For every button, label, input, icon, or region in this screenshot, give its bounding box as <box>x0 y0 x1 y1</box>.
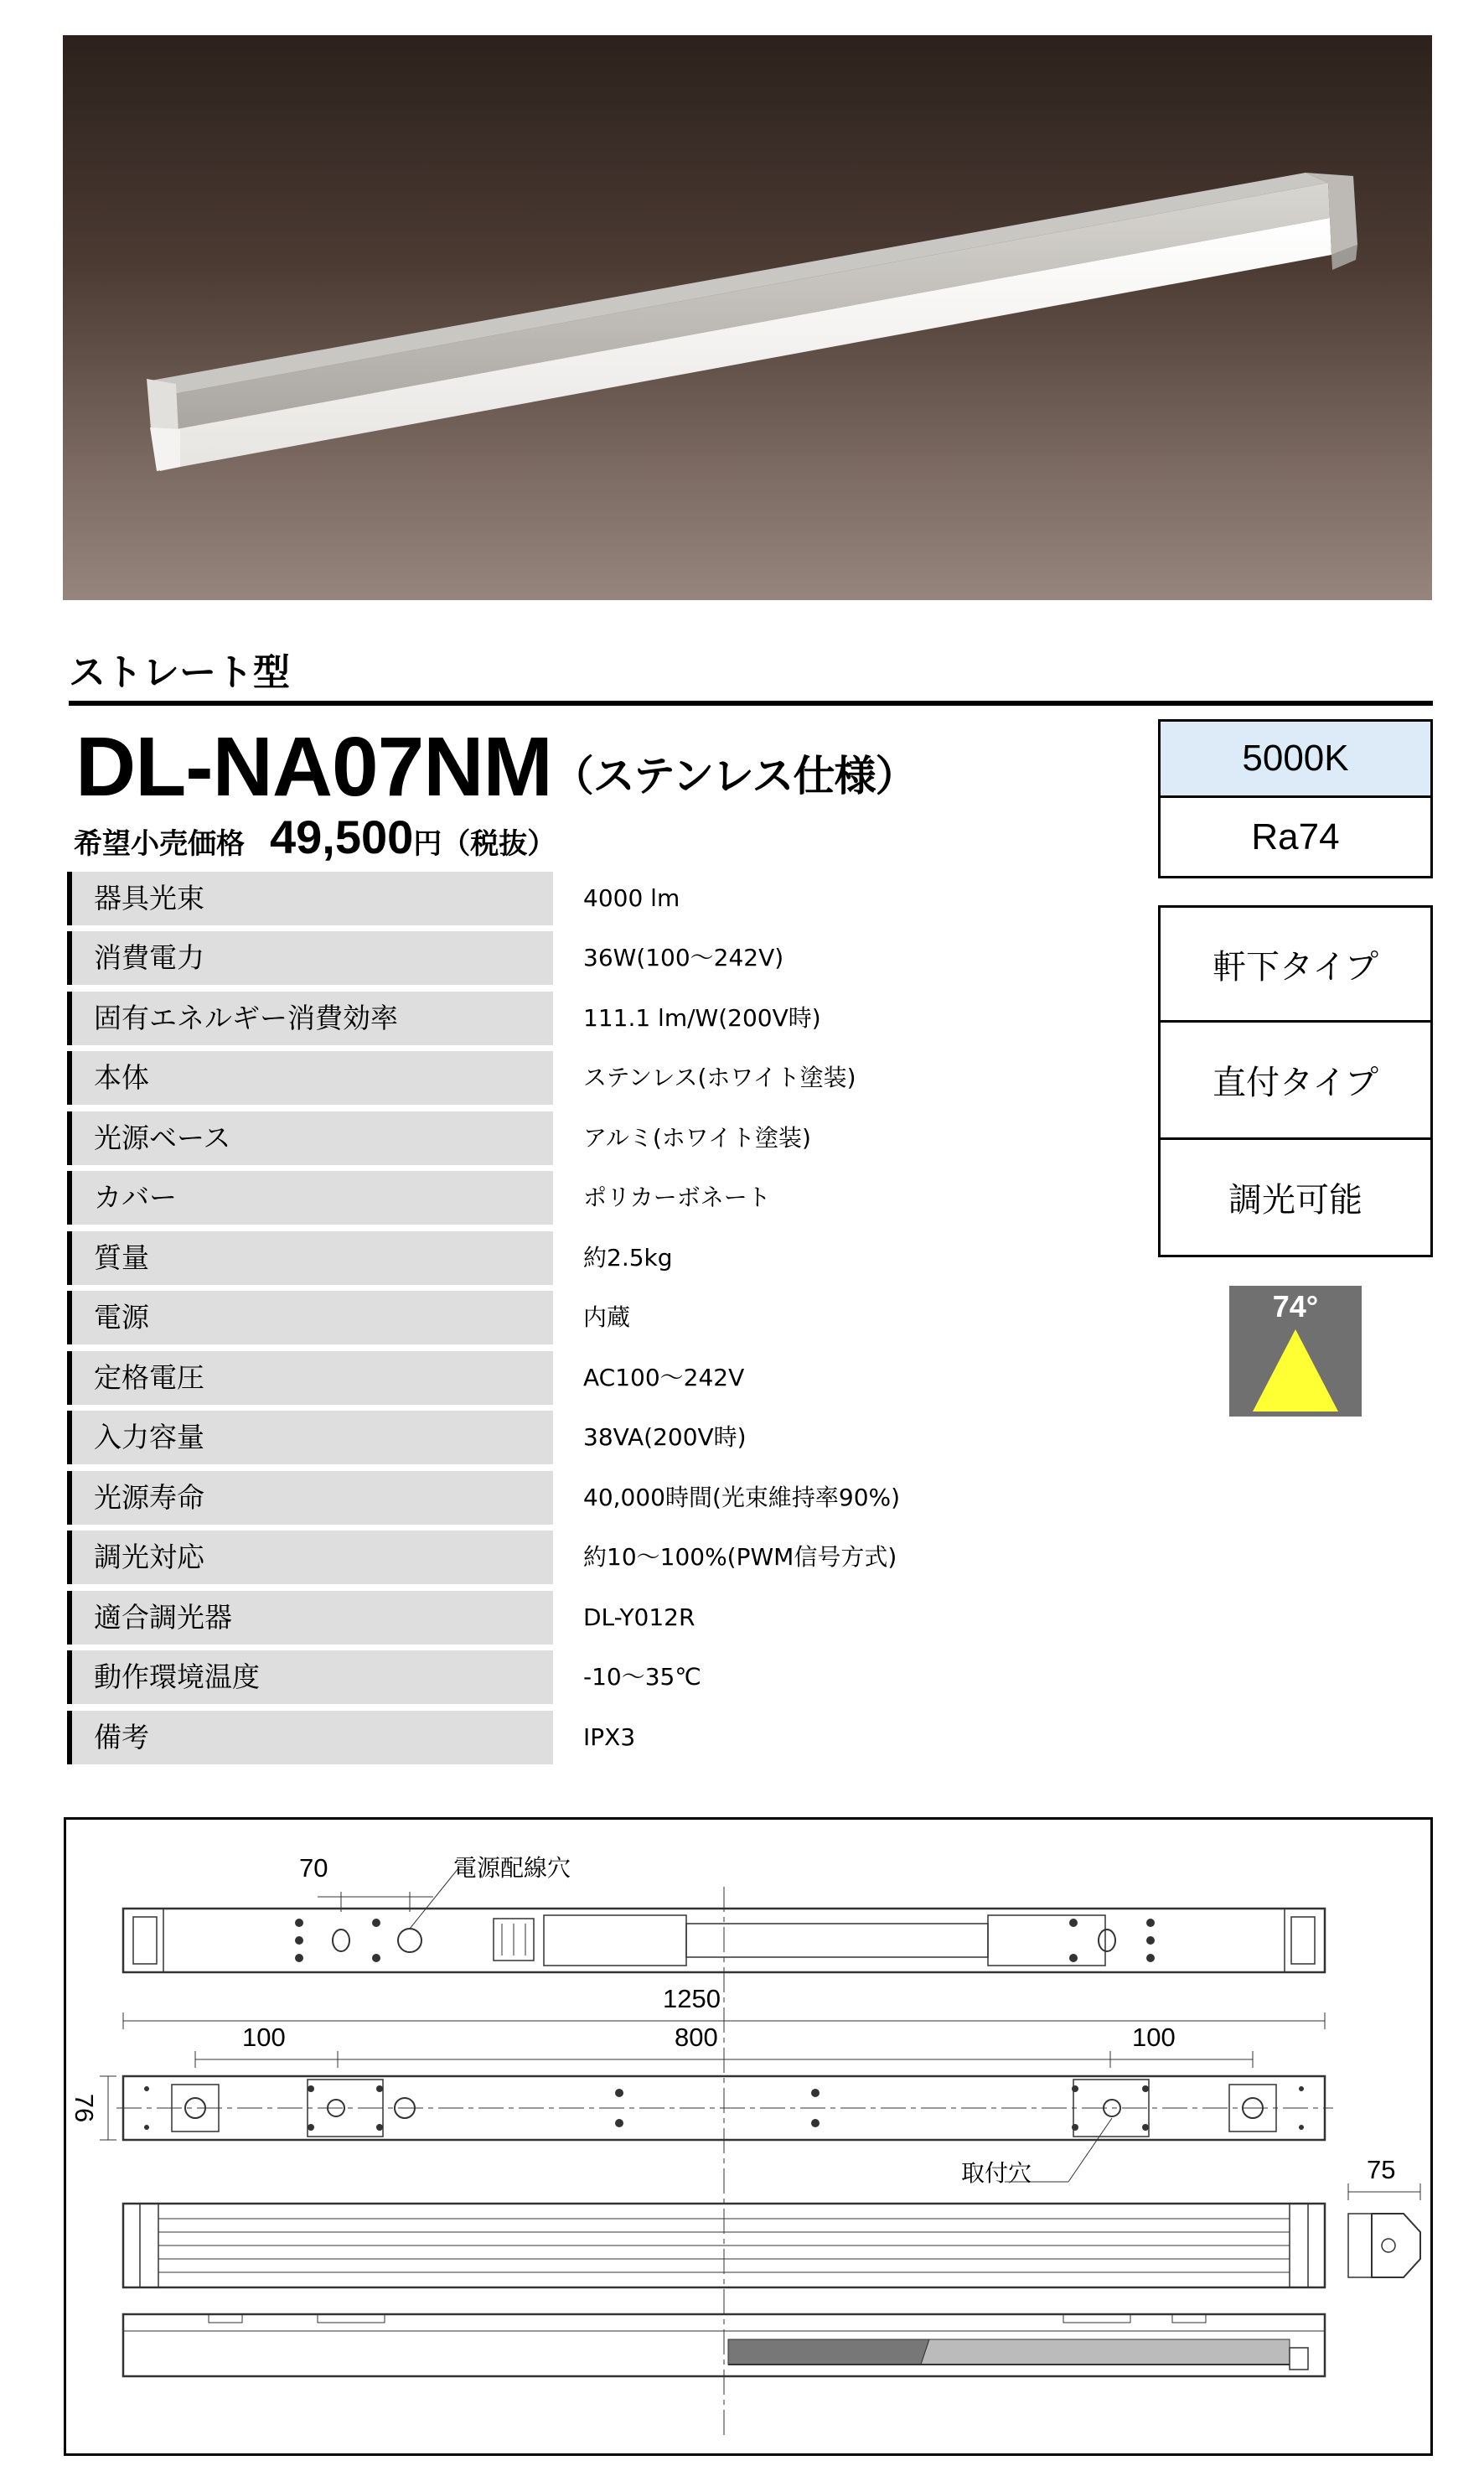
color-rendering-badge: Ra74 <box>1158 798 1433 878</box>
model-variant: （ステンレス仕様） <box>551 752 917 800</box>
spec-row <box>67 1471 1106 1525</box>
spec-row <box>67 1591 1106 1645</box>
price-unit: 円（税抜） <box>413 827 556 861</box>
dimension-70: 70 <box>299 1853 328 1883</box>
spec-value: アルミ(ホワイト塗装) <box>583 1124 811 1152</box>
dimension-1250: 1250 <box>663 1984 721 2013</box>
dimension-100-right: 100 <box>1132 2023 1176 2052</box>
dimension-76: 76 <box>70 2093 100 2123</box>
spec-label: 光源寿命 <box>67 1471 553 1525</box>
spec-row <box>67 1531 1106 1584</box>
feature-direct-mount: 直付タイプ <box>1158 1023 1433 1140</box>
spec-value: 36W(100～242V) <box>583 944 784 971</box>
spec-value: 111.1 lm/W(200V時) <box>583 1004 821 1032</box>
power-wiring-hole-label: 電源配線穴 <box>453 1854 571 1882</box>
spec-row <box>67 1291 1106 1344</box>
spec-row <box>67 1650 1106 1704</box>
product-type-label: ストレート型 <box>69 651 290 694</box>
spec-value: 38VA(200V時) <box>583 1423 747 1451</box>
mounting-hole-label: 取付穴 <box>961 2159 1032 2187</box>
spec-label: カバー <box>67 1171 553 1225</box>
spec-label: 光源ベース <box>67 1111 553 1165</box>
beam-angle-badge <box>1229 1286 1362 1417</box>
spec-row <box>67 1351 1106 1405</box>
dimension-drawing <box>64 1817 1433 2456</box>
spec-value: DL-Y012R <box>583 1603 695 1631</box>
spec-label: 定格電圧 <box>67 1351 553 1405</box>
spec-row <box>67 1171 1106 1225</box>
dimension-100-left: 100 <box>242 2023 286 2052</box>
spec-label: 質量 <box>67 1231 553 1285</box>
spec-row <box>67 931 1106 985</box>
title-divider <box>69 701 1433 706</box>
spec-value: 4000 lm <box>583 884 680 912</box>
spec-value: IPX3 <box>583 1723 636 1751</box>
spec-row <box>67 1411 1106 1464</box>
spec-value: ステンレス(ホワイト塗装) <box>583 1064 856 1091</box>
spec-label: 消費電力 <box>67 931 553 985</box>
fixture-image <box>63 35 1432 600</box>
dimension-75: 75 <box>1367 2155 1396 2184</box>
spec-row <box>67 1051 1106 1105</box>
spec-value: ポリカーボネート <box>583 1184 771 1211</box>
spec-value: 約10～100%(PWM信号方式) <box>583 1543 897 1571</box>
price-value: 49,500 <box>270 811 414 863</box>
spec-row <box>67 992 1106 1045</box>
feature-dimmable: 調光可能 <box>1158 1140 1433 1257</box>
spec-label: 調光対応 <box>67 1531 553 1584</box>
spec-row <box>67 1711 1106 1764</box>
beam-angle-value: 74° <box>1272 1289 1319 1323</box>
spec-label: 動作環境温度 <box>67 1650 553 1704</box>
spec-label: 適合調光器 <box>67 1591 553 1645</box>
technical-drawing <box>66 1820 1435 2458</box>
spec-label: 電源 <box>67 1291 553 1344</box>
model-number: DL-NA07NM <box>75 720 552 814</box>
spec-label: 固有エネルギー消費効率 <box>67 992 553 1045</box>
price-label: 希望小売価格 <box>74 827 245 861</box>
spec-label: 器具光束 <box>67 872 553 925</box>
spec-value: 40,000時間(光束維持率90%) <box>583 1484 901 1511</box>
dimension-800: 800 <box>675 2023 718 2052</box>
product-photo <box>63 35 1432 600</box>
price-line <box>74 810 556 864</box>
spec-row <box>67 1231 1106 1285</box>
spec-value: 約2.5kg <box>583 1244 673 1272</box>
color-temperature-badge: 5000K <box>1158 719 1433 798</box>
spec-value: -10～35℃ <box>583 1663 701 1691</box>
spec-value: 内蔵 <box>583 1303 631 1331</box>
spec-row <box>67 1111 1106 1165</box>
spec-label: 備考 <box>67 1711 553 1764</box>
feature-eaves-type: 軒下タイプ <box>1158 905 1433 1023</box>
spec-row <box>67 872 1106 925</box>
spec-label: 本体 <box>67 1051 553 1105</box>
spec-label: 入力容量 <box>67 1411 553 1464</box>
spec-value: AC100～242V <box>583 1364 745 1391</box>
model-title <box>75 719 917 816</box>
